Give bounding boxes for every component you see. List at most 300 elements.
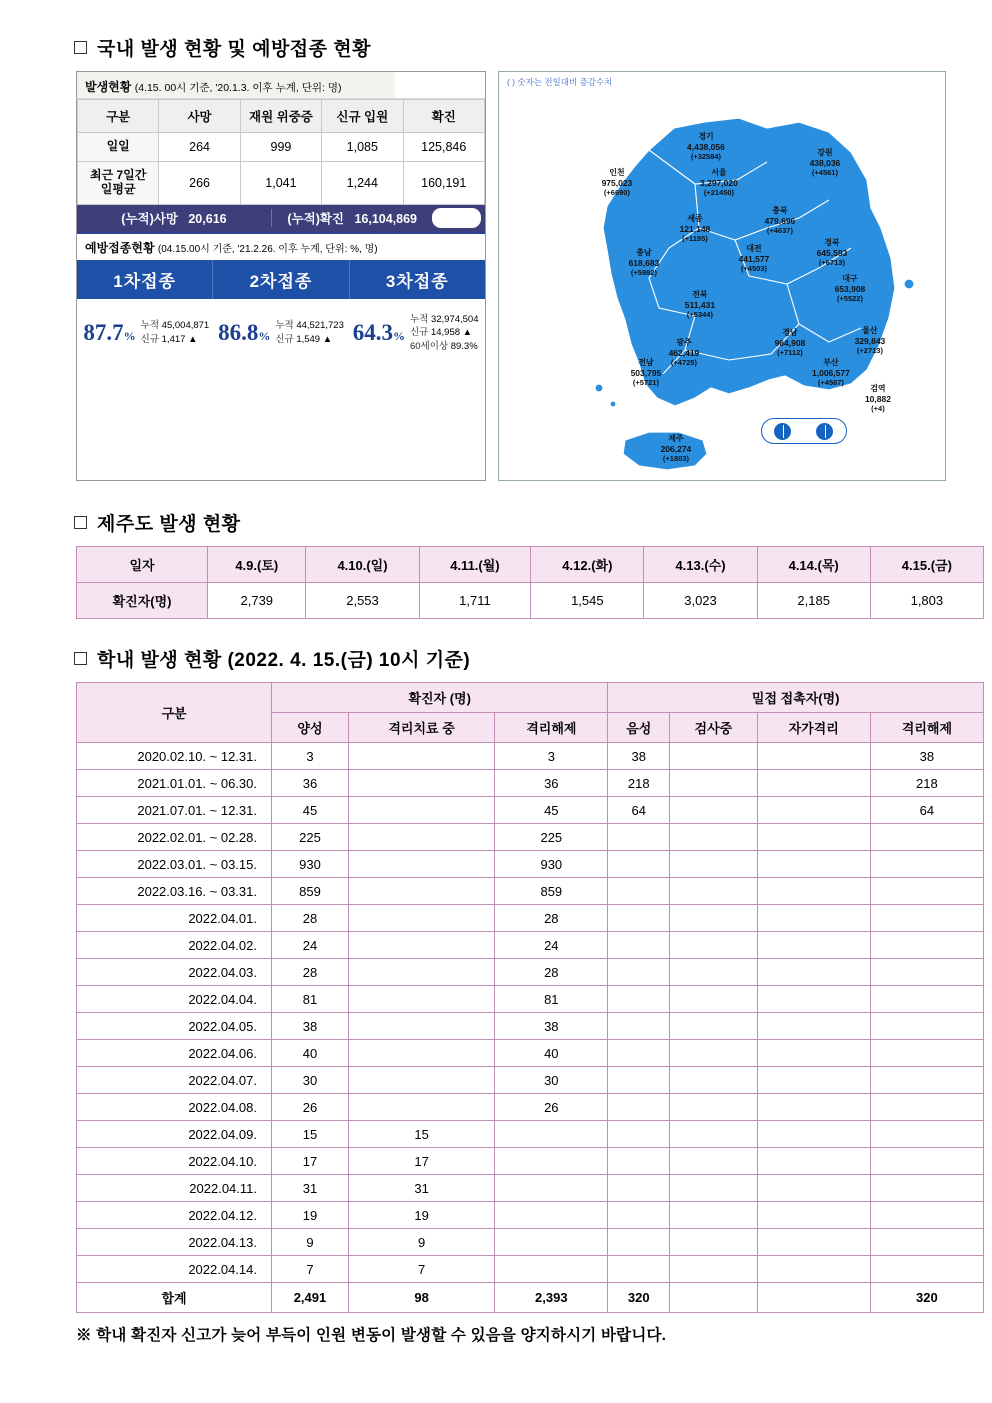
school-sub-released: 격리해제 [495, 713, 608, 743]
school-row-cell: 9 [348, 1229, 494, 1256]
school-row-cell: 31 [272, 1175, 349, 1202]
school-row-cell: 26 [495, 1094, 608, 1121]
col-group: 구분 [78, 100, 159, 133]
school-row-cell: 28 [272, 959, 349, 986]
school-row-period: 2020.02.10. ~ 12.31. [77, 743, 272, 770]
table-row [77, 1094, 984, 1121]
school-total-cell: 2,393 [495, 1283, 608, 1313]
table-row [77, 1229, 984, 1256]
school-row-cell [870, 1229, 983, 1256]
school-row-cell: 81 [272, 986, 349, 1013]
jeju-col-0409: 4.9.(토) [208, 547, 306, 583]
school-row-cell [670, 1256, 757, 1283]
school-row-cell [608, 959, 670, 986]
school-row-cell: 218 [870, 770, 983, 797]
cell-daily-confirmed: 125,846 [403, 133, 484, 162]
school-row-period: 2022.04.10. [77, 1148, 272, 1175]
map-region-busan: 부산 1,006,577 (+4587) [812, 358, 850, 387]
dose-1-label: 1차접종 [77, 260, 213, 299]
dose-1-cum-value: 45,004,871 [161, 320, 210, 332]
table-row [77, 986, 984, 1013]
map-region-incheon: 인천 975,023 (+6690) [601, 168, 633, 197]
dose-3-new-value: 14,958 ▲ [430, 327, 473, 339]
checkbox-icon [74, 516, 87, 529]
school-row-cell [757, 905, 870, 932]
domestic-status-panels [76, 71, 946, 481]
table-row [77, 824, 984, 851]
school-sub-in-isolation-care: 격리치료 중 [348, 713, 494, 743]
school-row-cell: 45 [272, 797, 349, 824]
school-row-cell [757, 1067, 870, 1094]
vaccination-dose-header [77, 260, 485, 299]
school-row-cell [348, 743, 494, 770]
occurrence-title-text: 발생현황 [85, 80, 132, 94]
school-row-cell [608, 986, 670, 1013]
dose-1-percent [83, 320, 135, 346]
school-row-cell [495, 1121, 608, 1148]
cumulative-death [77, 209, 271, 227]
school-row-cell [348, 986, 494, 1013]
row-label-weekly-average [78, 162, 159, 205]
school-row-cell: 36 [495, 770, 608, 797]
jeju-value-0415: 1,803 [870, 583, 983, 619]
school-row-cell: 38 [272, 1013, 349, 1040]
dose-3-new-label: 신규 [409, 327, 429, 339]
dose-2-percent-value: 86.8 [218, 320, 259, 346]
school-row-period: 2022.03.16. ~ 03.31. [77, 878, 272, 905]
school-row-cell: 3 [495, 743, 608, 770]
dose-3-percent [353, 320, 405, 346]
school-row-cell [670, 1040, 757, 1067]
school-row-cell [670, 770, 757, 797]
dose-2-cum-label: 누적 [275, 320, 294, 332]
school-table-body [77, 743, 984, 1313]
cumulative-confirmed-label: (누적)확진 [287, 212, 345, 227]
table-row [77, 797, 984, 824]
vaccination-stats [77, 299, 485, 366]
table-row [78, 133, 485, 162]
map-region-gwangju: 광주 462,419 (+4725) [668, 338, 700, 367]
jeju-col-0413: 4.13.(수) [644, 547, 757, 583]
school-row-cell: 930 [272, 851, 349, 878]
table-row [77, 1121, 984, 1148]
school-total-cell [670, 1283, 757, 1313]
cell-daily-death: 264 [159, 133, 240, 162]
cell-avg-critical: 1,041 [240, 162, 321, 205]
school-row-cell [870, 1256, 983, 1283]
school-row-cell [348, 1094, 494, 1121]
school-row-cell [348, 1067, 494, 1094]
school-row-cell [348, 770, 494, 797]
school-row-cell [870, 905, 983, 932]
school-row-cell [870, 1202, 983, 1229]
cumulative-bar [77, 205, 485, 232]
school-row-cell [348, 824, 494, 851]
school-row-cell [757, 1229, 870, 1256]
map-region-jeonbuk: 전북 511,431 (+5344) [684, 290, 716, 319]
school-row-cell [608, 851, 670, 878]
school-row-cell: 19 [348, 1202, 494, 1229]
table-row [77, 1148, 984, 1175]
col-death: 사망 [159, 100, 240, 133]
school-row-period: 2022.04.01. [77, 905, 272, 932]
map-legend-badge [761, 418, 847, 444]
vaccination-subtitle: (04.15.00시 기준, '21.2.26. 이후 누계, 단위: %, 명) [157, 243, 378, 255]
school-row-cell [608, 824, 670, 851]
school-row-period: 2022.04.12. [77, 1202, 272, 1229]
school-row-cell [608, 1094, 670, 1121]
school-row-period: 2022.04.03. [77, 959, 272, 986]
school-row-cell: 218 [608, 770, 670, 797]
table-header-row [78, 100, 485, 133]
school-row-cell [870, 1175, 983, 1202]
map-region-daegu: 대구 653,908 (+5522) [834, 274, 866, 303]
cell-daily-critical: 999 [240, 133, 321, 162]
school-row-cell: 3 [272, 743, 349, 770]
school-row-period: 2022.04.02. [77, 932, 272, 959]
dose-2-new-label: 신규 [275, 334, 294, 346]
school-row-period: 2022.04.04. [77, 986, 272, 1013]
school-row-cell: 17 [272, 1148, 349, 1175]
school-row-cell [670, 932, 757, 959]
map-region-chungnam: 충남 618,683 (+5982) [628, 248, 660, 277]
map-region-gyeonggi: 경기 4,438,056 (+32584) [687, 132, 725, 161]
vaccination-stat-dose3 [348, 313, 483, 354]
school-row-cell [870, 1094, 983, 1121]
jeju-value-0411: 1,711 [419, 583, 531, 619]
school-row-cell: 17 [348, 1148, 494, 1175]
school-row-cell [670, 824, 757, 851]
school-row-cell [348, 797, 494, 824]
dose-3-numbers [410, 313, 479, 354]
dose-1-percent-value: 87.7 [83, 320, 124, 346]
school-row-cell: 45 [495, 797, 608, 824]
school-row-cell: 24 [495, 932, 608, 959]
school-row-cell [670, 1229, 757, 1256]
jeju-col-0411: 4.11.(월) [419, 547, 531, 583]
school-row-cell: 9 [272, 1229, 349, 1256]
map-region-gyeongnam: 경남 964,908 (+7112) [774, 328, 806, 357]
school-row-cell [670, 1013, 757, 1040]
school-row-cell [348, 932, 494, 959]
school-row-cell [870, 1040, 983, 1067]
school-sub-positive: 양성 [272, 713, 349, 743]
school-row-cell: 30 [495, 1067, 608, 1094]
school-row-cell: 28 [495, 905, 608, 932]
jeju-col-date: 일자 [77, 547, 208, 583]
school-row-cell [608, 1121, 670, 1148]
school-row-cell [757, 1202, 870, 1229]
dose-3-elderly-label: 60세이상 [409, 341, 449, 353]
table-row-total [77, 1283, 984, 1313]
col-confirmed: 확진 [403, 100, 484, 133]
cell-avg-confirmed: 160,191 [403, 162, 484, 205]
dose-1-new-value: 1,417 ▲ [161, 334, 198, 346]
school-row-cell [757, 959, 870, 986]
school-row-cell [670, 986, 757, 1013]
dose-3-percent-value: 64.3 [352, 320, 393, 346]
school-sub-contact-released: 격리해제 [870, 713, 983, 743]
school-row-cell [870, 878, 983, 905]
school-row-cell [870, 932, 983, 959]
map-region-chungbuk: 충북 479,696 (+4637) [764, 206, 796, 235]
school-row-cell: 15 [348, 1121, 494, 1148]
vaccination-title [77, 232, 485, 260]
school-row-cell: 38 [870, 743, 983, 770]
school-row-cell [757, 1013, 870, 1040]
school-row-period: 2022.04.14. [77, 1256, 272, 1283]
jeju-value-0409: 2,739 [208, 583, 306, 619]
school-row-cell [348, 878, 494, 905]
school-total-cell: 320 [608, 1283, 670, 1313]
school-row-cell [870, 824, 983, 851]
map-region-jeju: 제주 206,274 (+1803) [660, 434, 692, 463]
school-row-cell [757, 1040, 870, 1067]
school-row-cell [670, 851, 757, 878]
school-row-cell [757, 986, 870, 1013]
school-row-cell: 28 [495, 959, 608, 986]
page-title: 국내 발생 현황 및 예방접종 현황 [97, 39, 371, 60]
checkbox-icon [74, 41, 87, 54]
school-row-cell [608, 1202, 670, 1229]
school-row-cell [348, 959, 494, 986]
cumulative-confirmed-value: 16,104,869 [354, 212, 417, 227]
table-row [77, 1067, 984, 1094]
school-row-cell [870, 851, 983, 878]
school-row-cell: 40 [272, 1040, 349, 1067]
school-row-cell [348, 1040, 494, 1067]
dose-3-percent-unit: % [392, 329, 405, 344]
school-row-cell: 859 [272, 878, 349, 905]
cell-avg-death: 266 [159, 162, 240, 205]
school-row-cell [670, 959, 757, 986]
cumulative-death-label: (누적)사망 [121, 212, 178, 227]
school-row-cell [757, 878, 870, 905]
table-row [77, 878, 984, 905]
map-region-daejeon: 대전 441,577 (+4503) [738, 244, 770, 273]
school-row-cell [670, 1121, 757, 1148]
school-row-cell: 28 [272, 905, 349, 932]
col-new-admission: 신규 입원 [322, 100, 403, 133]
dose-1-new-label: 신규 [140, 334, 160, 346]
school-row-cell [757, 797, 870, 824]
school-row-cell [870, 1148, 983, 1175]
school-total-cell: 320 [870, 1283, 983, 1313]
school-row-cell: 7 [272, 1256, 349, 1283]
school-row-cell [608, 905, 670, 932]
school-row-cell [495, 1256, 608, 1283]
school-row-cell [348, 851, 494, 878]
school-row-period: 2021.07.01. ~ 12.31. [77, 797, 272, 824]
cumulative-bar-blank [432, 208, 480, 228]
school-col-confirmed: 확진자 (명) [272, 683, 608, 713]
cumulative-confirmed [271, 209, 433, 227]
school-row-cell [495, 1229, 608, 1256]
school-row-cell [348, 1013, 494, 1040]
school-row-period: 2022.04.05. [77, 1013, 272, 1040]
dose-2-percent-unit: % [258, 329, 271, 344]
school-row-cell [670, 797, 757, 824]
school-row-cell: 15 [272, 1121, 349, 1148]
table-row [77, 1256, 984, 1283]
school-row-cell [608, 1175, 670, 1202]
school-total-cell [757, 1283, 870, 1313]
map-region-jeonnam: 전남 503,795 (+5721) [630, 358, 662, 387]
occurrence-table [77, 99, 485, 205]
row-label-line2: 일평균 [100, 181, 136, 196]
school-row-cell: 36 [272, 770, 349, 797]
school-total-cell: 98 [348, 1283, 494, 1313]
school-row-cell: 38 [608, 743, 670, 770]
dose-3-cum-label: 누적 [409, 313, 429, 325]
school-row-cell [757, 1175, 870, 1202]
checkbox-icon [74, 652, 87, 665]
cell-avg-admission: 1,244 [322, 162, 403, 205]
dose-1-cum-label: 누적 [140, 320, 160, 332]
school-row-cell [670, 878, 757, 905]
school-row-cell [870, 986, 983, 1013]
school-row-cell: 225 [495, 824, 608, 851]
globe-icon-2 [816, 423, 833, 440]
map-region-sejong: 세종 121,148 (+1195) [679, 214, 711, 243]
dose-1-percent-unit: % [123, 329, 136, 344]
cell-daily-admission: 1,085 [322, 133, 403, 162]
table-row [77, 1202, 984, 1229]
school-row-cell [757, 743, 870, 770]
school-row-cell [757, 1148, 870, 1175]
school-row-cell [870, 1067, 983, 1094]
jeju-col-0412: 4.12.(화) [531, 547, 644, 583]
school-row-cell: 930 [495, 851, 608, 878]
school-row-cell [608, 1040, 670, 1067]
section-heading-jeju [74, 509, 946, 536]
map-region-seoul: 서울 3,297,020 (+21450) [700, 168, 738, 197]
col-critical: 재원 위중증 [240, 100, 321, 133]
school-sub-self-isolation: 자가격리 [757, 713, 870, 743]
table-row [77, 743, 984, 770]
school-row-cell [670, 743, 757, 770]
school-row-cell: 24 [272, 932, 349, 959]
school-row-cell: 225 [272, 824, 349, 851]
school-row-cell: 40 [495, 1040, 608, 1067]
school-row-cell: 38 [495, 1013, 608, 1040]
school-row-cell [870, 959, 983, 986]
school-row-period: 2022.04.11. [77, 1175, 272, 1202]
jeju-section-title: 제주도 발생 현황 [97, 514, 241, 535]
school-row-period: 2022.02.01. ~ 02.28. [77, 824, 272, 851]
occurrence-title [77, 72, 485, 99]
school-row-cell [870, 1013, 983, 1040]
map-note: ( ) 숫자는 전일대비 증감수치 [506, 77, 613, 87]
school-section-title: 학내 발생 현황 (2022. 4. 15.(금) 10시 기준) [97, 650, 471, 671]
school-row-period: 2022.04.07. [77, 1067, 272, 1094]
jeju-value-0412: 1,545 [531, 583, 644, 619]
table-row [77, 851, 984, 878]
dose-2-percent [218, 320, 270, 346]
vaccination-title-text: 예방접종현황 [85, 240, 155, 255]
table-row [77, 959, 984, 986]
table-row [77, 1013, 984, 1040]
school-total-label: 합계 [77, 1283, 272, 1313]
jeju-value-0414: 2,185 [757, 583, 870, 619]
globe-icon [774, 423, 791, 440]
school-row-period: 2022.04.09. [77, 1121, 272, 1148]
school-row-cell [757, 851, 870, 878]
korea-map [499, 88, 945, 480]
map-region-quarantine: 검역 10,882 (+4) [864, 384, 891, 413]
table-header-row [77, 547, 984, 583]
vaccination-stat-dose1 [79, 313, 214, 354]
school-row-cell [608, 1013, 670, 1040]
map-region-gangwon: 강원 438,036 (+4561) [809, 148, 841, 177]
jeju-col-0415: 4.15.(금) [870, 547, 983, 583]
school-row-cell [495, 1148, 608, 1175]
school-row-cell [608, 1148, 670, 1175]
occurrence-panel [76, 71, 486, 481]
school-sub-testing: 검사중 [670, 713, 757, 743]
dose-3-label: 3차접종 [385, 271, 449, 291]
dose-2-label: 2차접종 [213, 260, 349, 299]
school-row-period: 2021.01.01. ~ 06.30. [77, 770, 272, 797]
table-header-row [77, 683, 984, 713]
school-row-period: 2022.03.01. ~ 03.15. [77, 851, 272, 878]
school-row-cell: 64 [608, 797, 670, 824]
school-row-cell [495, 1202, 608, 1229]
school-row-period: 2022.04.06. [77, 1040, 272, 1067]
school-row-cell [757, 824, 870, 851]
jeju-col-0410: 4.10.(일) [306, 547, 419, 583]
vaccination-stat-dose2 [214, 313, 349, 354]
school-col-contact: 밀접 접촉자(명) [608, 683, 984, 713]
jeju-col-0414: 4.14.(목) [757, 547, 870, 583]
dose-2-cum-value: 44,521,723 [296, 320, 344, 332]
table-row [77, 1175, 984, 1202]
school-status-table [76, 682, 984, 1313]
jeju-table [76, 546, 984, 619]
school-row-cell: 64 [870, 797, 983, 824]
school-row-cell [348, 905, 494, 932]
dose-3-cum-value: 32,974,504 [430, 313, 479, 325]
school-row-cell [870, 1121, 983, 1148]
school-row-period: 2022.04.13. [77, 1229, 272, 1256]
school-row-cell: 30 [272, 1067, 349, 1094]
section-heading-school [74, 645, 946, 672]
korea-map-panel [498, 71, 946, 481]
school-sub-negative: 음성 [608, 713, 670, 743]
school-row-cell: 19 [272, 1202, 349, 1229]
jeju-value-0413: 3,023 [644, 583, 757, 619]
table-row [77, 583, 984, 619]
school-row-cell: 7 [348, 1256, 494, 1283]
section-heading-domestic [74, 34, 946, 61]
school-row-cell [757, 932, 870, 959]
jeju-row-label: 확진자(명) [77, 583, 208, 619]
table-row [77, 770, 984, 797]
map-region-ulsan: 울산 329,843 (+2713) [854, 326, 886, 355]
school-row-cell [757, 1121, 870, 1148]
footnote: ※ 학내 확진자 신고가 늦어 부득이 인원 변동이 발생할 수 있음을 양지하시기 바랍니다. [76, 1327, 667, 1344]
school-row-cell: 859 [495, 878, 608, 905]
school-row-cell: 81 [495, 986, 608, 1013]
school-row-cell [670, 1148, 757, 1175]
school-row-cell [670, 1067, 757, 1094]
dose-2-numbers [275, 319, 344, 347]
map-region-gyeongbuk: 경북 645,593 (+6713) [816, 238, 848, 267]
school-row-period: 2022.04.08. [77, 1094, 272, 1121]
dose-1-numbers [141, 319, 210, 347]
school-row-cell [670, 1202, 757, 1229]
dose-2-new-value: 1,549 ▲ [296, 334, 333, 346]
